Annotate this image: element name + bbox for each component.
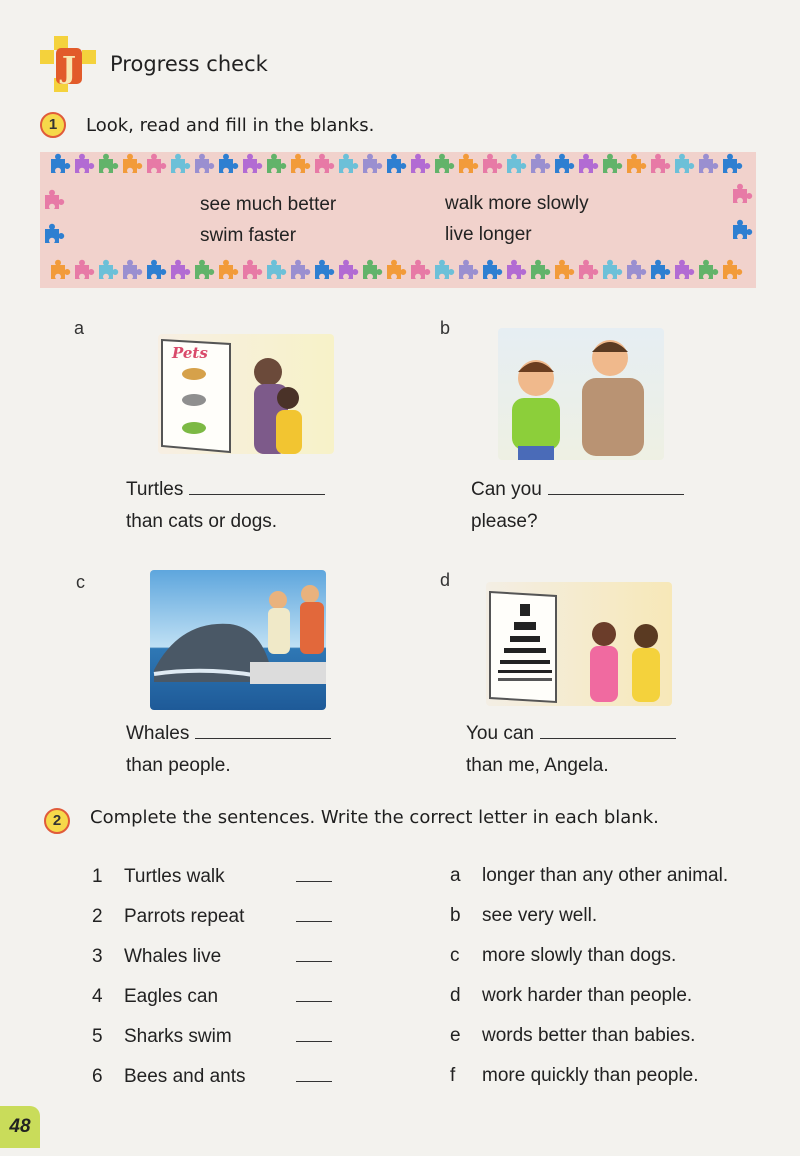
option-text: words better than babies.: [482, 1025, 696, 1046]
option-text: more slowly than dogs.: [482, 945, 677, 966]
whale-watching-image: [150, 570, 326, 710]
boys-walking-image: [498, 328, 664, 460]
item-number: 2: [92, 906, 103, 927]
answer-blank[interactable]: [296, 1081, 332, 1082]
puzzle-piece-icon: [723, 260, 742, 279]
word-option: live longer: [445, 224, 532, 245]
puzzle-piece-icon: [555, 260, 574, 279]
puzzle-piece-icon: [531, 260, 550, 279]
matching-item: [92, 1026, 332, 1048]
puzzle-piece-icon: [363, 260, 382, 279]
puzzle-piece-icon: [627, 260, 646, 279]
puzzle-piece-icon: [75, 154, 94, 173]
svg-text:Pets: Pets: [172, 344, 208, 362]
section-1-instruction: Look, read and fill in the blanks.: [86, 115, 375, 136]
option-item: [450, 1065, 699, 1087]
puzzle-piece-icon: [315, 260, 334, 279]
puzzle-piece-icon: [603, 260, 622, 279]
puzzle-border-icon: [40, 152, 756, 288]
option-text: longer than any other animal.: [482, 865, 729, 886]
puzzle-piece-icon: [459, 260, 478, 279]
matching-item: [92, 1066, 332, 1088]
puzzle-piece-icon: [627, 154, 646, 173]
answer-blank[interactable]: [296, 1041, 332, 1042]
answer-blank[interactable]: [189, 480, 325, 495]
puzzle-piece-icon: [733, 184, 752, 203]
puzzle-piece-icon: [123, 260, 142, 279]
item-number: 3: [92, 946, 103, 967]
puzzle-piece-icon: [339, 260, 358, 279]
puzzle-piece-icon: [267, 260, 286, 279]
item-text: Whales live: [124, 946, 222, 967]
answer-blank[interactable]: [296, 1001, 332, 1002]
matching-item: [92, 906, 332, 928]
puzzle-piece-icon: [363, 154, 382, 173]
puzzle-piece-icon: [291, 260, 310, 279]
puzzle-piece-icon: [651, 154, 670, 173]
exercise-label: a: [74, 318, 85, 338]
eye-chart-image: [486, 582, 672, 706]
answer-blank[interactable]: [296, 961, 332, 962]
puzzle-piece-icon: [435, 154, 454, 173]
puzzle-piece-icon: [99, 154, 118, 173]
item-number: 1: [92, 866, 103, 887]
item-text: Sharks swim: [124, 1026, 232, 1047]
puzzle-piece-icon: [171, 260, 190, 279]
item-text: Eagles can: [124, 986, 219, 1007]
exercise-c-sentence: Whales than people.: [126, 718, 331, 782]
puzzle-piece-icon: [387, 154, 406, 173]
exercise-label: b: [440, 318, 451, 338]
option-text: work harder than people.: [482, 985, 693, 1006]
exercise-d-sentence: You can than me, Angela.: [466, 718, 676, 782]
section-1-number: 1: [40, 112, 66, 138]
puzzle-piece-icon: [147, 260, 166, 279]
option-letter: d: [450, 985, 461, 1006]
word-option: walk more slowly: [445, 193, 589, 214]
puzzle-piece-icon: [315, 154, 334, 173]
puzzle-piece-icon: [579, 154, 598, 173]
option-item: [450, 985, 692, 1007]
svg-text:J: J: [61, 51, 77, 86]
puzzle-piece-icon: [723, 154, 742, 173]
option-letter: a: [450, 865, 461, 886]
option-item: [450, 865, 728, 887]
exercise-label: c: [76, 572, 85, 592]
puzzle-piece-icon: [675, 154, 694, 173]
option-letter: e: [450, 1025, 461, 1046]
puzzle-piece-icon: [75, 260, 94, 279]
option-letter: c: [450, 945, 460, 966]
option-letter: f: [450, 1065, 456, 1086]
puzzle-piece-icon: [507, 154, 526, 173]
puzzle-piece-icon: [531, 154, 550, 173]
puzzle-piece-icon: [195, 154, 214, 173]
word-box: [40, 152, 756, 288]
option-item: [450, 905, 597, 927]
puzzle-piece-icon: [411, 154, 430, 173]
puzzle-piece-icon: [579, 260, 598, 279]
option-item: [450, 1025, 695, 1047]
word-option: see much better: [200, 194, 337, 215]
puzzle-piece-icon: [507, 260, 526, 279]
puzzle-piece-icon: [459, 154, 478, 173]
section-2-number: 2: [44, 808, 70, 834]
item-text: Bees and ants: [124, 1066, 246, 1087]
puzzle-piece-icon: [51, 154, 70, 173]
answer-blank[interactable]: [548, 480, 684, 495]
puzzle-piece-icon: [45, 190, 64, 209]
puzzle-piece-icon: [483, 260, 502, 279]
item-number: 6: [92, 1066, 103, 1087]
unit-j-logo-icon: [40, 36, 96, 92]
puzzle-piece-icon: [435, 260, 454, 279]
option-text: more quickly than people.: [482, 1065, 699, 1086]
puzzle-piece-icon: [243, 154, 262, 173]
puzzle-piece-icon: [267, 154, 286, 173]
puzzle-piece-icon: [291, 154, 310, 173]
pet-poster-image: [158, 334, 334, 454]
page-title: Progress check: [110, 52, 268, 76]
option-item: [450, 945, 676, 967]
puzzle-piece-icon: [45, 224, 64, 243]
item-text: Parrots repeat: [124, 906, 245, 927]
item-number: 4: [92, 986, 103, 1007]
puzzle-piece-icon: [123, 154, 142, 173]
puzzle-piece-icon: [675, 260, 694, 279]
item-number: 5: [92, 1026, 103, 1047]
puzzle-piece-icon: [339, 154, 358, 173]
puzzle-piece-icon: [219, 260, 238, 279]
answer-blank[interactable]: [296, 881, 332, 882]
puzzle-piece-icon: [603, 154, 622, 173]
puzzle-piece-icon: [219, 154, 238, 173]
puzzle-piece-icon: [699, 154, 718, 173]
option-text: see very well.: [482, 905, 598, 926]
matching-item: [92, 946, 332, 968]
answer-blank[interactable]: [296, 921, 332, 922]
section-2-instruction: Complete the sentences. Write the correct letter in each blank.: [90, 807, 659, 828]
puzzle-piece-icon: [243, 260, 262, 279]
puzzle-piece-icon: [651, 260, 670, 279]
matching-item: [92, 986, 332, 1008]
puzzle-piece-icon: [195, 260, 214, 279]
item-text: Turtles walk: [124, 866, 225, 887]
answer-blank[interactable]: [195, 724, 331, 739]
exercise-b-sentence: Can you please?: [471, 474, 684, 538]
puzzle-piece-icon: [99, 260, 118, 279]
exercise-label: d: [440, 570, 451, 590]
word-option: swim faster: [200, 225, 297, 246]
puzzle-piece-icon: [387, 260, 406, 279]
puzzle-piece-icon: [147, 154, 166, 173]
puzzle-piece-icon: [51, 260, 70, 279]
puzzle-piece-icon: [733, 220, 752, 239]
puzzle-piece-icon: [555, 154, 574, 173]
puzzle-piece-icon: [411, 260, 430, 279]
puzzle-piece-icon: [171, 154, 190, 173]
puzzle-piece-icon: [483, 154, 502, 173]
exercise-a-sentence: Turtles than cats or dogs.: [126, 474, 325, 538]
page-number: 48: [0, 1106, 40, 1148]
puzzle-piece-icon: [699, 260, 718, 279]
matching-item: [92, 866, 332, 888]
answer-blank[interactable]: [540, 724, 676, 739]
option-letter: b: [450, 905, 461, 926]
